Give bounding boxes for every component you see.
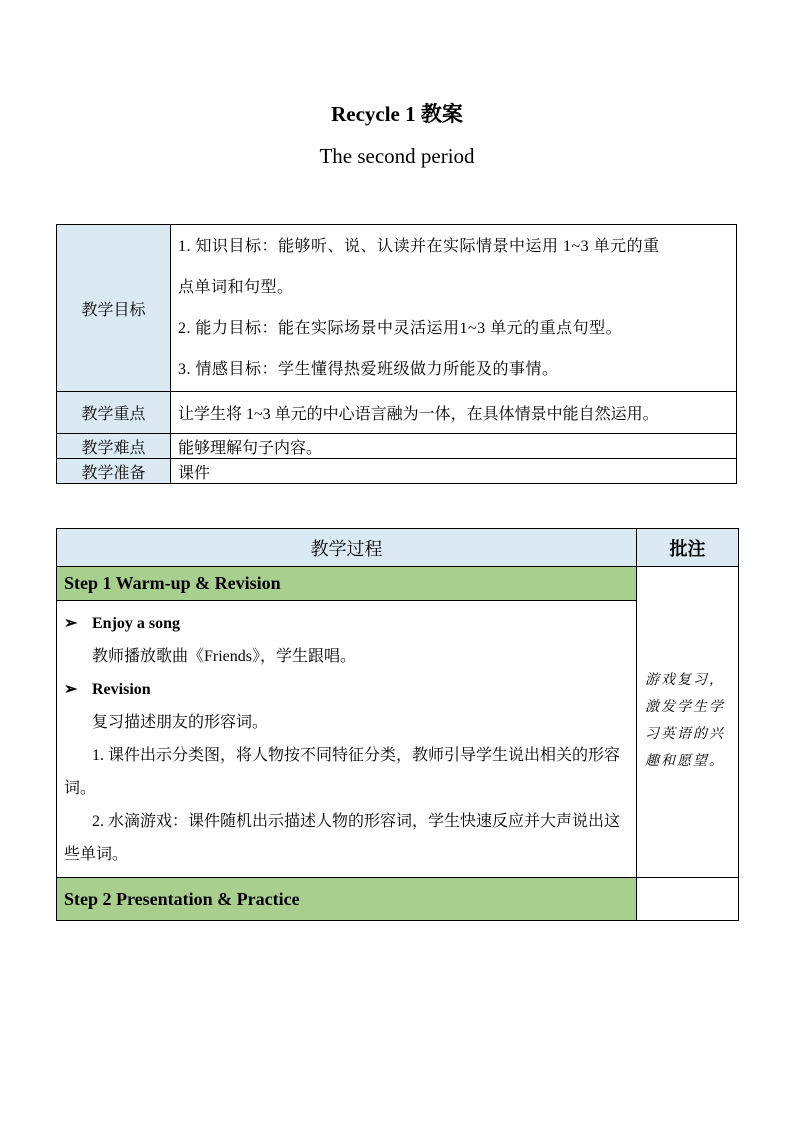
process-header: 教学过程 — [57, 529, 637, 567]
activity-item-2: 2. 水滴游戏：课件随机出示描述人物的形容词，学生快速反应并大声说出这些单词。 — [64, 813, 621, 863]
arrow-bullet-icon: ➢ — [64, 681, 78, 698]
difficulty-row — [57, 434, 737, 459]
document-subtitle: The second period — [319, 144, 475, 168]
activity-item-1: 1. 课件出示分类图，将人物按不同特征分类，教师引导学生说出相关的形容词。 — [64, 747, 621, 797]
step2-title: Step 2 Presentation & Practice — [57, 878, 637, 921]
difficulty-label: 教学难点 — [57, 434, 171, 459]
bullet-enjoy-song — [64, 607, 632, 640]
step1-row — [57, 567, 739, 601]
difficulty-text: 能够理解句子内容。 — [171, 434, 737, 459]
step1-content-row — [57, 601, 739, 878]
bullet-revision — [64, 673, 632, 706]
process-table — [56, 528, 739, 921]
teacher-note: 游戏复习，激发学生学习英语的兴趣和愿望。 — [637, 567, 739, 878]
goal-line: 2. 能力目标：能在实际场景中灵活运用1~3 单元的重点句型。 — [178, 320, 623, 337]
step1-title: Step 1 Warm-up & Revision — [57, 567, 637, 601]
goals-content — [171, 225, 737, 392]
preparation-label: 教学准备 — [57, 459, 171, 484]
preparation-text: 课件 — [171, 459, 737, 484]
key-points-text: 让学生将 1~3 单元的中心语言融为一体，在具体情景中能自然运用。 — [171, 392, 737, 434]
bullet-text: 教师播放歌曲《Friends》，学生跟唱。 — [92, 648, 357, 665]
bullet-title: Enjoy a song — [92, 615, 181, 632]
goal-line: 3. 情感目标：学生懂得热爱班级做力所能及的事情。 — [178, 361, 559, 378]
goal-line: 点单词和句型。 — [178, 279, 294, 296]
step1-content — [57, 601, 637, 878]
arrow-bullet-icon: ➢ — [64, 615, 78, 632]
step2-note — [637, 878, 739, 921]
goals-row — [57, 225, 737, 392]
overview-table — [56, 224, 737, 484]
bullet-text: 复习描述朋友的形容词。 — [92, 714, 269, 731]
step2-row — [57, 878, 739, 921]
notes-header: 批注 — [637, 529, 739, 567]
process-header-row — [57, 529, 739, 567]
goal-line: 1. 知识目标：能够听、说、认读并在实际情景中运用 1~3 单元的重 — [178, 238, 660, 255]
key-points-row — [57, 392, 737, 434]
document-title: Recycle 1 教案 — [331, 102, 463, 126]
preparation-row — [57, 459, 737, 484]
bullet-title: Revision — [92, 681, 151, 698]
key-points-label: 教学重点 — [57, 392, 171, 434]
goals-label: 教学目标 — [57, 225, 171, 392]
